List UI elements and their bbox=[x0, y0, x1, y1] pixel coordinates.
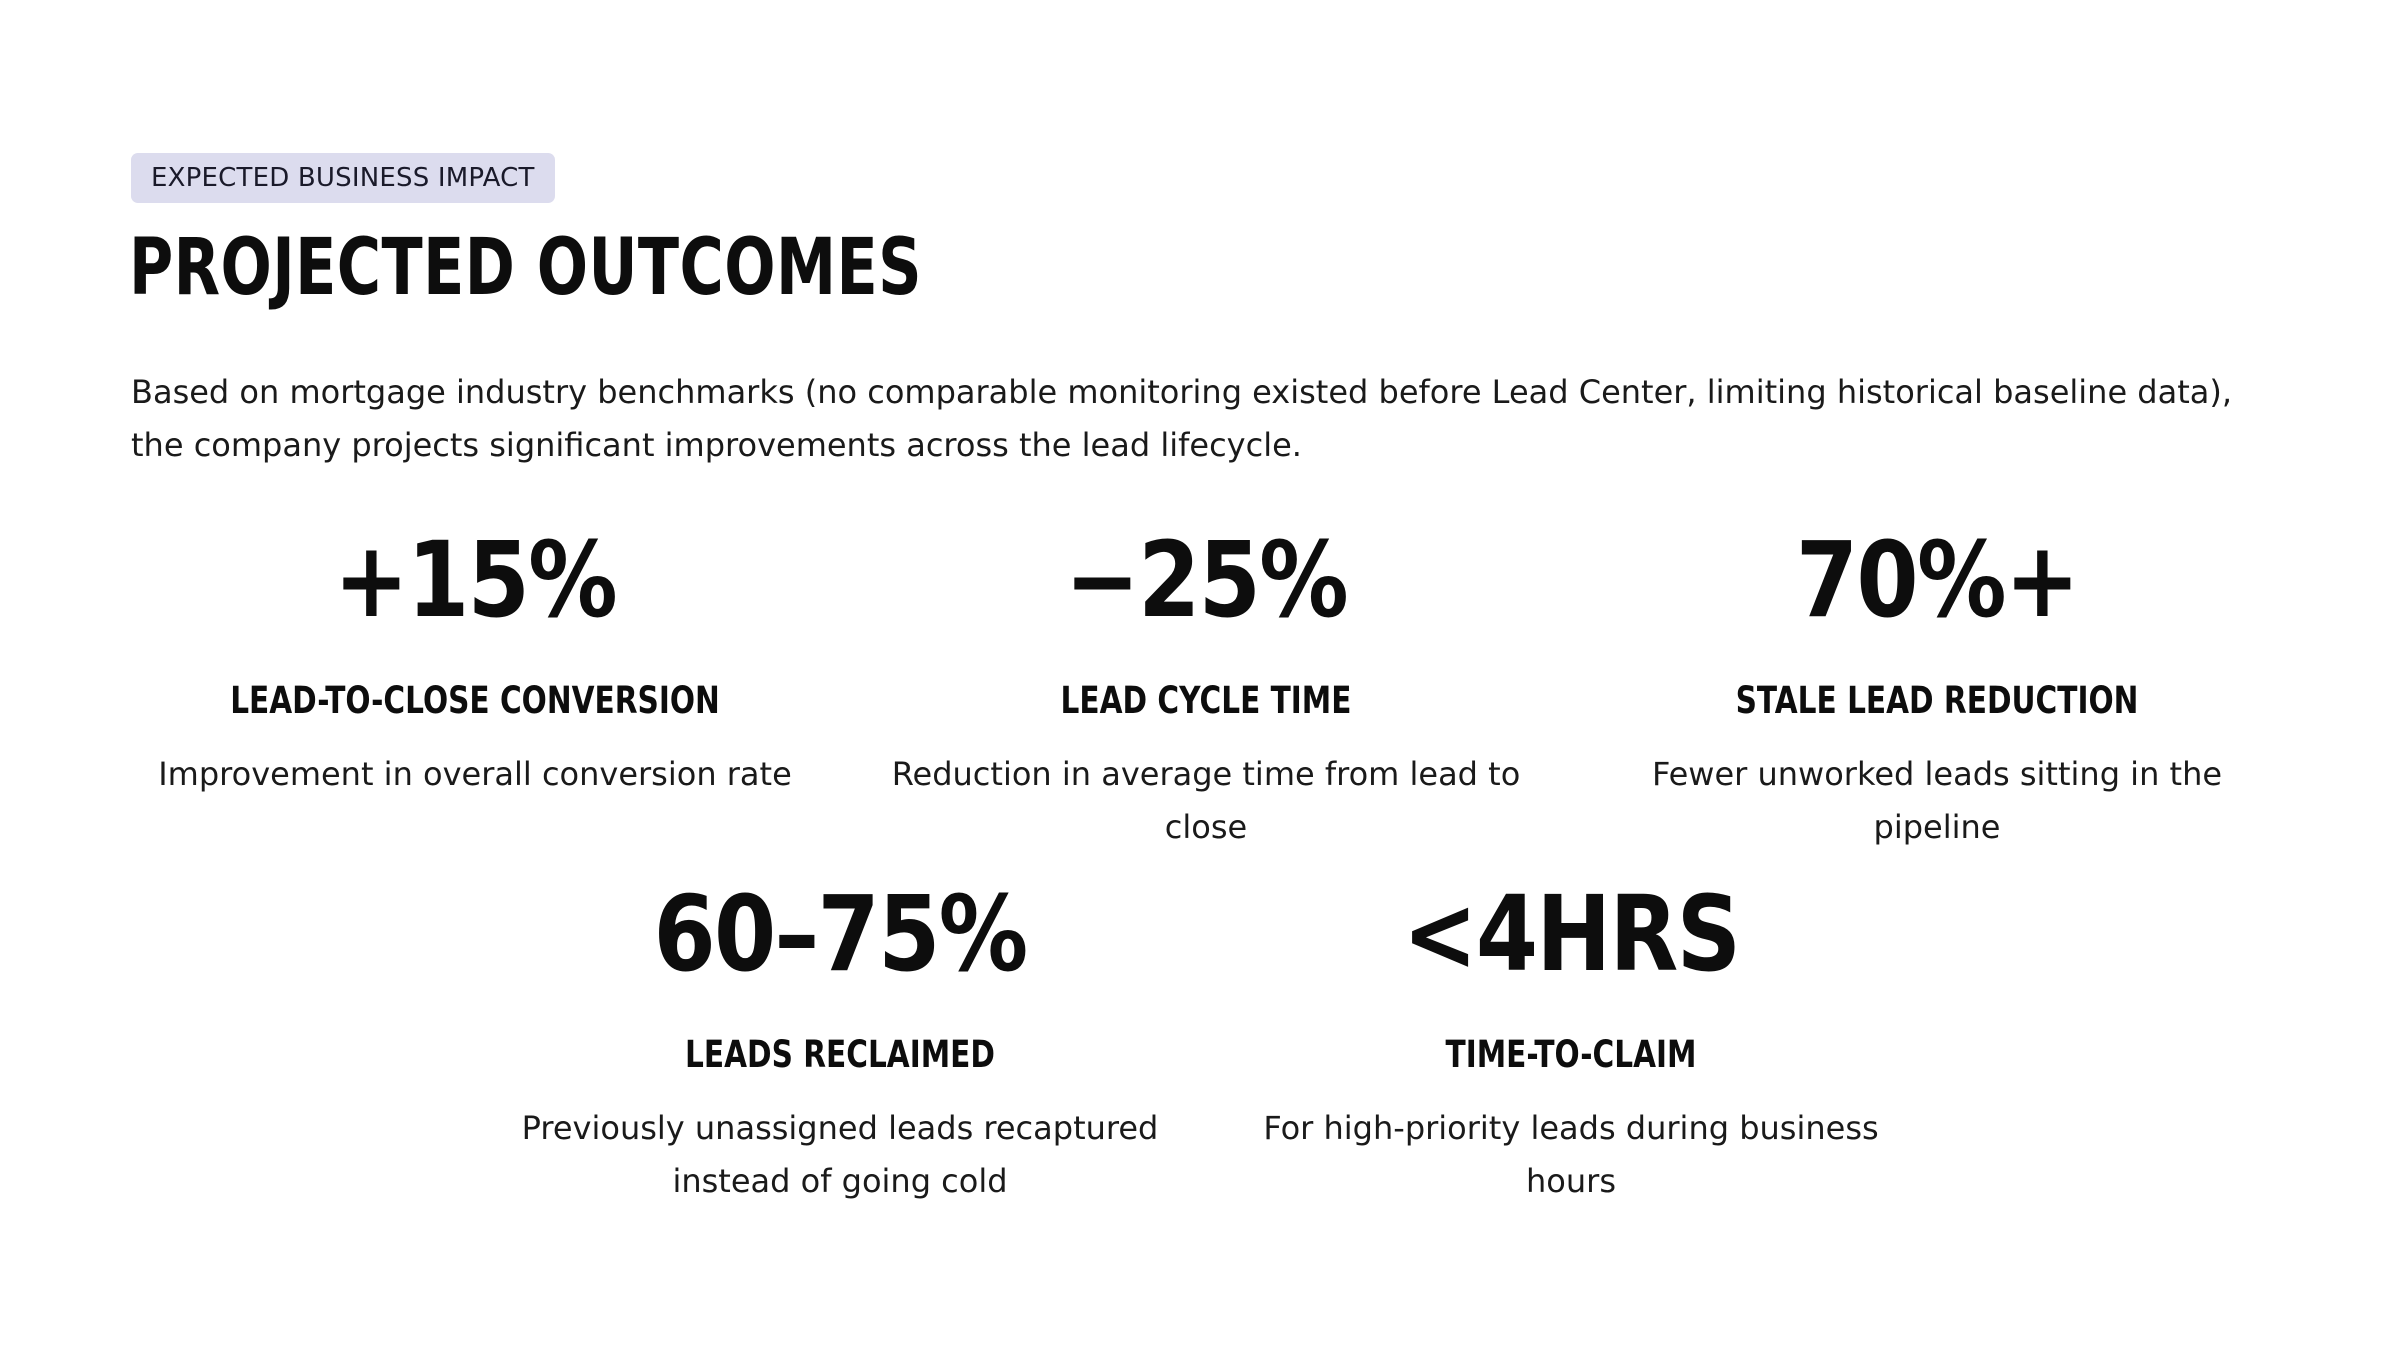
stat-label: TIME-TO-CLAIM bbox=[1445, 1033, 1697, 1076]
stat-card-conversion bbox=[125, 520, 825, 801]
stat-description: Improvement in overall conversion rate bbox=[158, 755, 792, 793]
stat-label: LEAD CYCLE TIME bbox=[1060, 679, 1352, 722]
stat-description: Reduction in average time from lead to close bbox=[891, 755, 1521, 846]
stat-value: <4HRS bbox=[1402, 873, 1740, 995]
stat-value: +15% bbox=[333, 519, 617, 641]
stat-card-stale-leads bbox=[1587, 520, 2287, 854]
stat-description: For high-priority leads during business hours bbox=[1263, 1109, 1879, 1200]
stat-description: Previously unassigned leads recaptured instead of going cold bbox=[521, 1109, 1159, 1200]
stat-label: LEAD-TO-CLOSE CONVERSION bbox=[230, 679, 720, 722]
stat-card-time-to-claim bbox=[1221, 874, 1921, 1208]
stat-label: STALE LEAD REDUCTION bbox=[1735, 679, 2139, 722]
stat-label: LEADS RECLAIMED bbox=[685, 1033, 995, 1076]
stat-card-leads-reclaimed bbox=[490, 874, 1190, 1208]
stat-card-cycle-time bbox=[856, 520, 1556, 854]
section-badge: EXPECTED BUSINESS IMPACT bbox=[131, 153, 555, 203]
stat-description: Fewer unworked leads sitting in the pipeline bbox=[1651, 755, 2223, 846]
stat-value: −25% bbox=[1064, 519, 1348, 641]
stat-value: 70%+ bbox=[1795, 519, 2079, 641]
page-title: PROJECTED OUTCOMES bbox=[129, 223, 923, 313]
intro-paragraph: Based on mortgage industry benchmarks (no comparable monitoring existed before Lead Center, limiting historical baseline data), the company projects significant improvements across the lead lifecycle. bbox=[131, 373, 2233, 464]
stat-value: 60–75% bbox=[653, 873, 1027, 995]
